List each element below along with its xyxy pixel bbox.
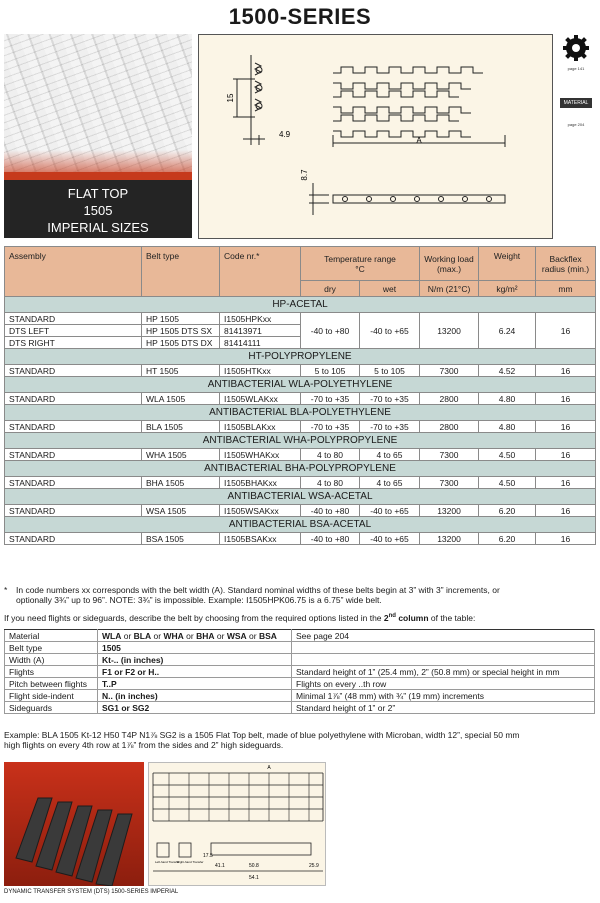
flights-intro bbox=[4, 613, 594, 623]
dim-8-7-label: 8.7 bbox=[300, 169, 309, 181]
group-header: HT-POLYPROPYLENE bbox=[5, 349, 596, 365]
hero-line2: 1505 bbox=[83, 203, 113, 218]
footnote-line1: In code numbers xx corresponds with the belt width (A). Standard nominal widths of these belts begin at 3” with 3” increments, or bbox=[16, 585, 500, 595]
belt-cell: BSA 1505 bbox=[142, 533, 220, 545]
load-cell: 2800 bbox=[420, 393, 479, 405]
options-row bbox=[5, 630, 595, 642]
col-load-unit: N/m (21°C) bbox=[420, 281, 479, 297]
footnote-asterisk: * bbox=[4, 585, 8, 595]
options-row bbox=[5, 654, 595, 666]
option-label: Flights bbox=[5, 666, 98, 678]
assembly-cell: STANDARD bbox=[5, 365, 142, 377]
options-row bbox=[5, 690, 595, 702]
footnote-line2: optionally 3¾” up to 96”. NOTE: 3¾” is impossible. Example: I1505HPK06.75 is a 6.75” wide belt. bbox=[16, 595, 382, 605]
dry-cell: -40 to +80 bbox=[301, 505, 360, 517]
col-weight-unit: kg/m² bbox=[479, 281, 536, 297]
assembly-cell: STANDARD bbox=[5, 393, 142, 405]
options-row bbox=[5, 642, 595, 654]
col-backflex: Backflex radius (min.) bbox=[536, 247, 596, 281]
wet-cell: -70 to +35 bbox=[360, 421, 420, 433]
example-text bbox=[4, 730, 594, 750]
assembly-cell: STANDARD bbox=[5, 533, 142, 545]
temp-label: Temperature range bbox=[324, 253, 396, 264]
group-header: ANTIBACTERIAL WHA-POLYPROPYLENE bbox=[5, 433, 596, 449]
load-cell: 13200 bbox=[420, 533, 479, 545]
table-row bbox=[5, 313, 596, 325]
belt-cell: HT 1505 bbox=[142, 365, 220, 377]
material-values: WLA or BLA or WHA or BHA or WSA or BSA bbox=[98, 630, 292, 642]
belt-cell: WSA 1505 bbox=[142, 505, 220, 517]
col-weight: Weight bbox=[479, 247, 536, 281]
belt-cell: BLA 1505 bbox=[142, 421, 220, 433]
code-cell: I1505BLAKxx bbox=[220, 421, 301, 433]
dry-cell: 5 to 105 bbox=[301, 365, 360, 377]
dts-belt-graphic bbox=[4, 762, 144, 886]
sprocket-icon bbox=[560, 34, 592, 62]
footnote bbox=[4, 585, 594, 605]
dry-cell: -70 to +35 bbox=[301, 393, 360, 405]
option-desc bbox=[292, 654, 595, 666]
dts-drawing-svg bbox=[149, 763, 327, 887]
dim-41-1: 41.1 bbox=[215, 863, 225, 869]
page-title: 1500-SERIES bbox=[228, 4, 372, 29]
sprocket-caption: page 141 bbox=[567, 66, 585, 71]
table-row bbox=[5, 421, 596, 433]
weight-cell: 6.20 bbox=[479, 533, 536, 545]
group-header: ANTIBACTERIAL WSA-ACETAL bbox=[5, 489, 596, 505]
code-cell: I1505HTKxx bbox=[220, 365, 301, 377]
backflex-cell: 16 bbox=[536, 449, 596, 461]
dim-54-1: 54.1 bbox=[249, 875, 259, 881]
group-header: HP-ACETAL bbox=[5, 297, 596, 313]
belt-cell: HP 1505 bbox=[142, 313, 220, 325]
table-row bbox=[5, 449, 596, 461]
option-desc: See page 204 bbox=[292, 630, 595, 642]
table-row bbox=[5, 365, 596, 377]
assembly-cell: STANDARD bbox=[5, 313, 142, 325]
assembly-cell: STANDARD bbox=[5, 421, 142, 433]
dim-a: A bbox=[267, 765, 271, 771]
weight-cell: 4.80 bbox=[479, 393, 536, 405]
top-view-modules bbox=[333, 67, 505, 147]
backflex-cell: 16 bbox=[536, 477, 596, 489]
load-cell: 2800 bbox=[420, 421, 479, 433]
dim-25-9: 25.9 bbox=[309, 863, 319, 869]
code-cell: 81414111 bbox=[220, 337, 301, 349]
options-row bbox=[5, 666, 595, 678]
code-cell: I1505WSAKxx bbox=[220, 505, 301, 517]
option-value: N.. (in inches) bbox=[98, 690, 292, 702]
belt-cell: WLA 1505 bbox=[142, 393, 220, 405]
dim-a-label: A bbox=[416, 136, 422, 145]
option-value: 1505 bbox=[98, 642, 292, 654]
wet-cell: -70 to +35 bbox=[360, 393, 420, 405]
backflex-cell: 16 bbox=[536, 393, 596, 405]
table-row bbox=[5, 533, 596, 545]
code-cell: 81413971 bbox=[220, 325, 301, 337]
options-table bbox=[4, 629, 595, 714]
col-temperature bbox=[301, 247, 420, 281]
load-cell: 13200 bbox=[420, 313, 479, 349]
group-header: ANTIBACTERIAL WLA-POLYETHYLENE bbox=[5, 377, 596, 393]
option-value: T..P bbox=[98, 678, 292, 690]
code-cell: I1505WLAKxx bbox=[220, 393, 301, 405]
option-label: Material bbox=[5, 630, 98, 642]
sprocket-page-link[interactable] bbox=[560, 34, 592, 72]
hero-line3: IMPERIAL SIZES bbox=[47, 220, 149, 235]
backflex-cell: 16 bbox=[536, 505, 596, 517]
weight-cell: 6.20 bbox=[479, 505, 536, 517]
option-value: F1 or F2 or H.. bbox=[98, 666, 292, 678]
backflex-cell: 16 bbox=[536, 421, 596, 433]
code-cell: I1505BSAKxx bbox=[220, 533, 301, 545]
material-caption: page 204 bbox=[567, 122, 585, 127]
dry-cell: -40 to +80 bbox=[301, 533, 360, 545]
wet-cell: -40 to +65 bbox=[360, 313, 420, 349]
right-hand-label: Right-hand Transfer bbox=[177, 860, 204, 864]
bottom-caption: DYNAMIC TRANSFER SYSTEM (DTS) 1500-SERIES IMPERIAL bbox=[4, 889, 179, 895]
col-backflex-unit: mm bbox=[536, 281, 596, 297]
dim-15-label: 15 bbox=[226, 93, 235, 103]
wet-cell: -40 to +65 bbox=[360, 533, 420, 545]
option-label: Belt type bbox=[5, 642, 98, 654]
example-line2: high flights on every 4th row at 1⅞” from the sides and 2” high sideguards. bbox=[4, 740, 284, 750]
spec-table bbox=[4, 246, 596, 545]
belt-cell: HP 1505 DTS SX bbox=[142, 325, 220, 337]
backflex-cell: 16 bbox=[536, 533, 596, 545]
dry-cell: -40 to +80 bbox=[301, 313, 360, 349]
dts-photo bbox=[4, 762, 144, 886]
option-desc bbox=[292, 642, 595, 654]
code-cell: I1505BHAKxx bbox=[220, 477, 301, 489]
option-label: Width (A) bbox=[5, 654, 98, 666]
options-row bbox=[5, 678, 595, 690]
option-desc: Flights on every ..th row bbox=[292, 678, 595, 690]
dim-4-9-label: 4.9 bbox=[279, 130, 291, 139]
example-line1: Example: BLA 1505 Kt-12 H50 T4P N1⅞ SG2 is a 1505 Flat Top belt, made of blue polyethylene with Microban, width 12”, special 50 mm bbox=[4, 730, 520, 740]
dry-cell: 4 to 80 bbox=[301, 449, 360, 461]
technical-drawing bbox=[198, 34, 553, 239]
material-page-link[interactable] bbox=[560, 90, 592, 128]
intro-bold2: column bbox=[395, 613, 429, 623]
option-value: SG1 or SG2 bbox=[98, 702, 292, 714]
assembly-cell: DTS LEFT bbox=[5, 325, 142, 337]
load-cell: 13200 bbox=[420, 505, 479, 517]
option-label: Pitch between flights bbox=[5, 678, 98, 690]
weight-cell: 4.50 bbox=[479, 449, 536, 461]
option-label: Flight side-indent bbox=[5, 690, 98, 702]
load-cell: 7300 bbox=[420, 449, 479, 461]
option-desc: Standard height of 1” or 2” bbox=[292, 702, 595, 714]
belt-drawing-svg bbox=[199, 35, 554, 240]
wet-cell: 5 to 105 bbox=[360, 365, 420, 377]
intro-text: If you need flights or sideguards, describe the belt by choosing from the required options listed in the bbox=[4, 613, 384, 623]
belt-cell: BHA 1505 bbox=[142, 477, 220, 489]
backflex-cell: 16 bbox=[536, 365, 596, 377]
weight-cell: 6.24 bbox=[479, 313, 536, 349]
group-header: ANTIBACTERIAL BSA-ACETAL bbox=[5, 517, 596, 533]
dim-50-8: 50.8 bbox=[249, 863, 259, 869]
group-header: ANTIBACTERIAL BHA-POLYPROPYLENE bbox=[5, 461, 596, 477]
wet-cell: 4 to 65 bbox=[360, 477, 420, 489]
intro-sup: nd bbox=[388, 613, 396, 620]
belt-photo bbox=[4, 34, 192, 180]
col-working-load: Working load (max.) bbox=[420, 247, 479, 281]
assembly-cell: STANDARD bbox=[5, 505, 142, 517]
load-cell: 7300 bbox=[420, 477, 479, 489]
assembly-cell: DTS RIGHT bbox=[5, 337, 142, 349]
belt-cell: HP 1505 DTS DX bbox=[142, 337, 220, 349]
col-assembly: Assembly bbox=[5, 247, 142, 297]
side-view-links bbox=[255, 63, 262, 111]
assembly-cell: STANDARD bbox=[5, 449, 142, 461]
table-row bbox=[5, 477, 596, 489]
col-code: Code nr.* bbox=[220, 247, 301, 297]
intro-after: of the table: bbox=[428, 613, 476, 623]
dry-cell: -70 to +35 bbox=[301, 421, 360, 433]
wet-cell: -40 to +65 bbox=[360, 505, 420, 517]
option-desc: Standard height of 1” (25.4 mm), 2” (50.8 mm) or special height in mm bbox=[292, 666, 595, 678]
temp-unit: °C bbox=[355, 263, 365, 274]
dts-drawing bbox=[148, 762, 326, 886]
weight-cell: 4.52 bbox=[479, 365, 536, 377]
col-belt-type: Belt type bbox=[142, 247, 220, 297]
hero-label bbox=[4, 180, 192, 238]
intro-bold: 2 bbox=[383, 613, 389, 623]
col-dry: dry bbox=[301, 281, 360, 297]
hero-line1: FLAT TOP bbox=[67, 186, 129, 201]
left-hand-label: Left-hand Transfer bbox=[155, 860, 180, 864]
option-label: Sideguards bbox=[5, 702, 98, 714]
table-row bbox=[5, 505, 596, 517]
dim-17-5: 17.5 bbox=[203, 853, 213, 859]
option-value: Kt-.. (in inches) bbox=[98, 654, 292, 666]
dry-cell: 4 to 80 bbox=[301, 477, 360, 489]
assembly-cell: STANDARD bbox=[5, 477, 142, 489]
weight-cell: 4.80 bbox=[479, 421, 536, 433]
load-cell: 7300 bbox=[420, 365, 479, 377]
code-cell: I1505WHAKxx bbox=[220, 449, 301, 461]
option-desc: Minimal 1⅞” (48 mm) with ¾” (19 mm) increments bbox=[292, 690, 595, 702]
profile-view bbox=[309, 183, 505, 215]
weight-cell: 4.50 bbox=[479, 477, 536, 489]
col-wet: wet bbox=[360, 281, 420, 297]
backflex-cell: 16 bbox=[536, 313, 596, 349]
table-row bbox=[5, 393, 596, 405]
group-header: ANTIBACTERIAL BLA-POLYETHYLENE bbox=[5, 405, 596, 421]
belt-cell: WHA 1505 bbox=[142, 449, 220, 461]
code-cell: I1505HPKxx bbox=[220, 313, 301, 325]
material-icon: MATERIAL bbox=[560, 98, 592, 108]
wet-cell: 4 to 65 bbox=[360, 449, 420, 461]
options-row bbox=[5, 702, 595, 714]
